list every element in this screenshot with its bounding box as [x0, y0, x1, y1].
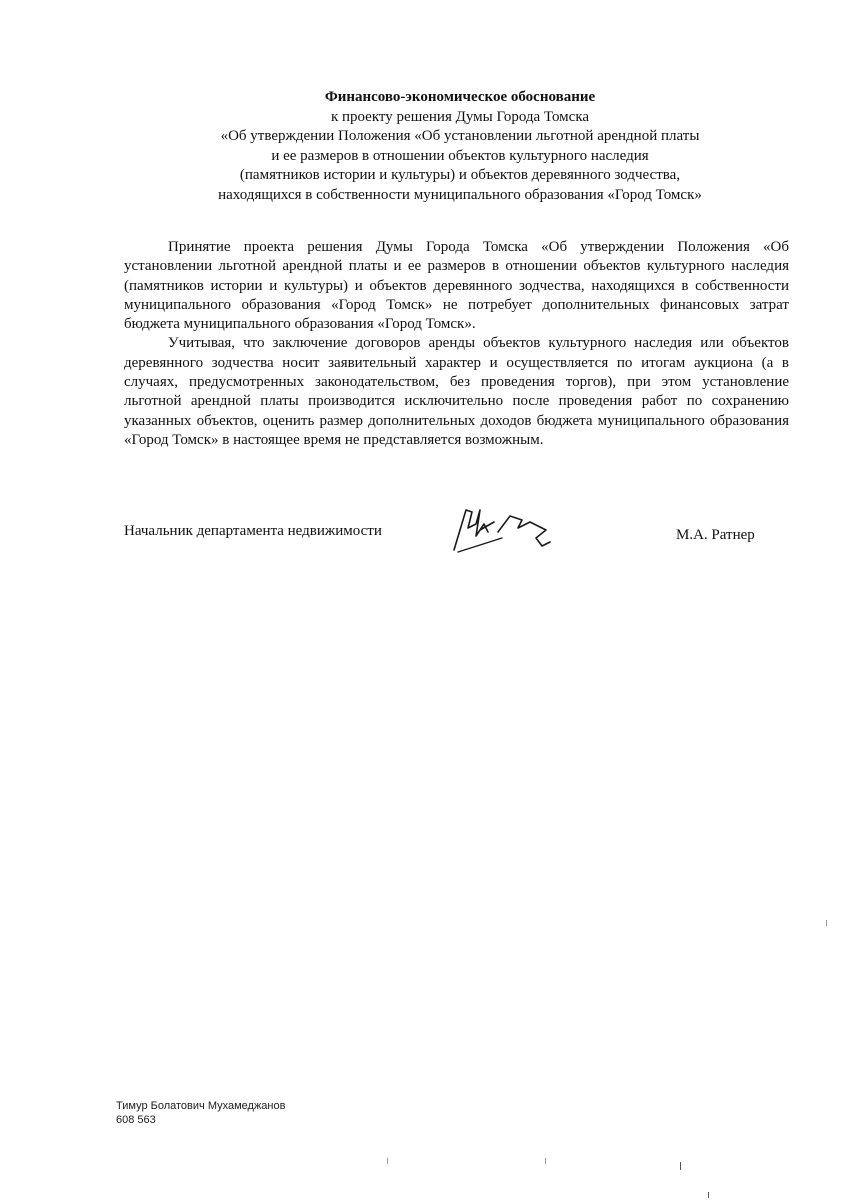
- scan-mark: [545, 1158, 546, 1164]
- document-title: Финансово-экономическое обоснование: [324, 89, 596, 105]
- scan-mark: [680, 1162, 681, 1170]
- document-header: [150, 88, 770, 205]
- header-line: и ее размеров в отношении объектов культурного наследия: [271, 147, 649, 164]
- document-body: [124, 238, 789, 450]
- handwritten-signature: [450, 502, 560, 558]
- body-paragraph: Учитывая, что заключение договоров аренды объектов культурного наследия или объектов деревянного зодчества носит заявительный характер и осуществляется по итогам аукциона (а в случаях, предусмотренных законодательством, без проведения торгов), при этом установление льготной арендной платы производится исключительно после проведения работ по сохранению указанных объектов, оценить размер дополнительных доходов бюджета муниципального образования «Город Томск» в настоящее время не представляется возможным.: [124, 335, 789, 448]
- header-line: «Об утверждении Положения «Об установлении льготной арендной платы: [220, 128, 700, 144]
- scan-mark: [826, 920, 827, 926]
- executor-info: [116, 1099, 285, 1127]
- body-paragraph: Принятие проекта решения Думы Города Томска «Об утверждении Положения «Об установлении льготной арендной платы и ее размеров в отношении объектов культурного наследия (памятников истории и культуры) и объектов деревянного зодчества, находящихся в собственности муниципального образования «Город Томск» не потребует дополнительных финансовых затрат бюджета муниципального образования «Город Томск».: [124, 239, 789, 333]
- header-line: (памятников истории и культуры) и объектов деревянного зодчества,: [239, 167, 681, 183]
- executor-name: Тимур Болатович Мухамеджанов: [116, 1100, 286, 1112]
- header-line: к проекту решения Думы Города Томска: [330, 108, 590, 125]
- executor-phone: 608 563: [116, 1114, 156, 1126]
- scan-mark: [387, 1158, 388, 1164]
- signer-position: Начальник департамента недвижимости: [124, 523, 382, 539]
- signer-name: М.А. Ратнер: [676, 527, 755, 543]
- header-line: находящихся в собственности муниципального образования «Город Томск»: [218, 186, 702, 203]
- scan-mark: [708, 1192, 709, 1198]
